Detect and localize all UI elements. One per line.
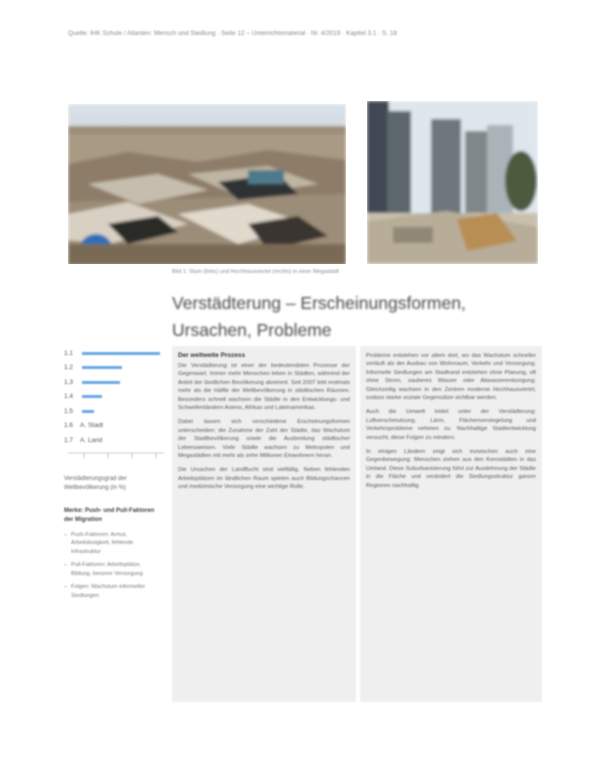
paragraph: Dabei lassen sich verschiedene Erscheinungsformen unterscheiden: die Zunahme der Zahl der Städte, das Wachstum der Stadtbevölkerung sowie die Ausbreitung städtischer Lebensweisen. Viele Städte wachsen zu Metropolen und Megastädten mit mehr als zehn Millionen Einwohnern heran.: [178, 419, 350, 460]
bar-fill: [82, 366, 122, 369]
list-item: – Folgen: Wachstum informeller Siedlungen: [64, 583, 160, 600]
sidebar-caption: Verstädterungsgrad der Weltbevölkerung (in %): [64, 475, 127, 491]
paragraph: Die Verstädterung ist einer der bedeutendsten Prozesse der Gegenwart. Immer mehr Menschen leben in Städten, während der Anteil der ländlichen Bevölkerung abnimmt. Seit 2007 lebt erstmals mehr als die Hälfte der Weltbevölkerung in städtischen Räumen. Besonders schnell wachsen die Städte in den Entwicklungs- und Schwellenländern Asiens, Afrikas und Lateinamerikas.: [178, 363, 350, 412]
figure-caption: Bild 1: Slum (links) und Hochhausviertel (rechts) in einer Megastadt: [172, 269, 339, 275]
list-item: – Push-Faktoren: Armut, Arbeitslosigkeit, fehlende Infrastruktur: [64, 531, 160, 557]
sidebar-item: 1.3: [64, 375, 168, 390]
page-title: Verstädterung – Erscheinungsformen, Ursachen, Probleme: [172, 293, 466, 340]
paragraph: Die Ursachen der Landflucht sind vielfältig. Neben fehlenden Arbeitsplätzen im ländlichen Raum spielen auch Bildungschancen und medizinische Versorgung eine wichtige Rolle.: [178, 467, 350, 491]
list-item: – Pull-Faktoren: Arbeitsplätze, Bildung, bessere Versorgung: [64, 561, 160, 578]
bar-fill: [82, 410, 94, 413]
paragraph: Auch die Umwelt leidet unter der Verstädterung: Luftverschmutzung, Lärm, Flächenversiegelung und Verkehrsprobleme nehmen zu. Nachhaltige Stadtentwicklung versucht, diese Folgen zu mindern.: [366, 409, 536, 441]
running-header: Quelle: IHK Schule / Atlanten: Mensch und Siedlung · Seite 12 – Unterrichtsmaterial · Nr. 4/2019 · Kapitel 3.1 · S. 18: [68, 30, 397, 37]
axis-ticks-icon: [64, 450, 168, 462]
sidebar: [64, 346, 168, 606]
sidebar-block-title: Merke: Push- und Pull-Faktoren der Migration: [64, 507, 155, 523]
sidebar-item: 1.2: [64, 361, 168, 376]
sidebar-item: 1.7 A. Land: [64, 436, 103, 444]
sidebar-item: 1.1: [64, 346, 168, 361]
left-text-column: [172, 346, 356, 702]
bar-fill: [82, 381, 120, 384]
slum-photo-icon: [68, 104, 346, 264]
paragraph: In einigen Ländern zeigt sich inzwischen auch eine Gegenbewegung: Menschen ziehen aus den Kernstädten in das Umland. Diese Suburbanisierung führt zur Ausdehnung der Städte in die Fläche und verändert die Siedlungsstruktur ganzer Regionen nachhaltig.: [366, 449, 536, 489]
sidebar-item: 1.4: [64, 390, 168, 405]
bar-fill: [82, 352, 160, 355]
sidebar-bar-list: [64, 346, 168, 448]
sidebar-item: 1.6 A. Stadt: [64, 422, 104, 430]
sidebar-item: 1.5: [64, 404, 168, 419]
slum-photo: [68, 104, 346, 264]
towers-photo: [367, 101, 538, 264]
sidebar-bullets: [64, 531, 160, 601]
bar-fill: [82, 395, 102, 398]
column-heading: Der weltweite Prozess: [178, 352, 246, 359]
towers-photo-icon: [367, 101, 538, 264]
right-text-column: [360, 346, 542, 702]
paragraph: Probleme entstehen vor allem dort, wo das Wachstum schneller verläuft als der Ausbau von Wohnraum, Verkehr und Versorgung. Informelle Siedlungen am Stadtrand entstehen ohne Planung, oft ohne Strom, sauberes Wasser oder Abwasserentsorgung. Gleichzeitig wachsen in den Zentren moderne Hochhausviertel, sodass starke soziale Gegensätze sichtbar werden.: [366, 353, 536, 402]
